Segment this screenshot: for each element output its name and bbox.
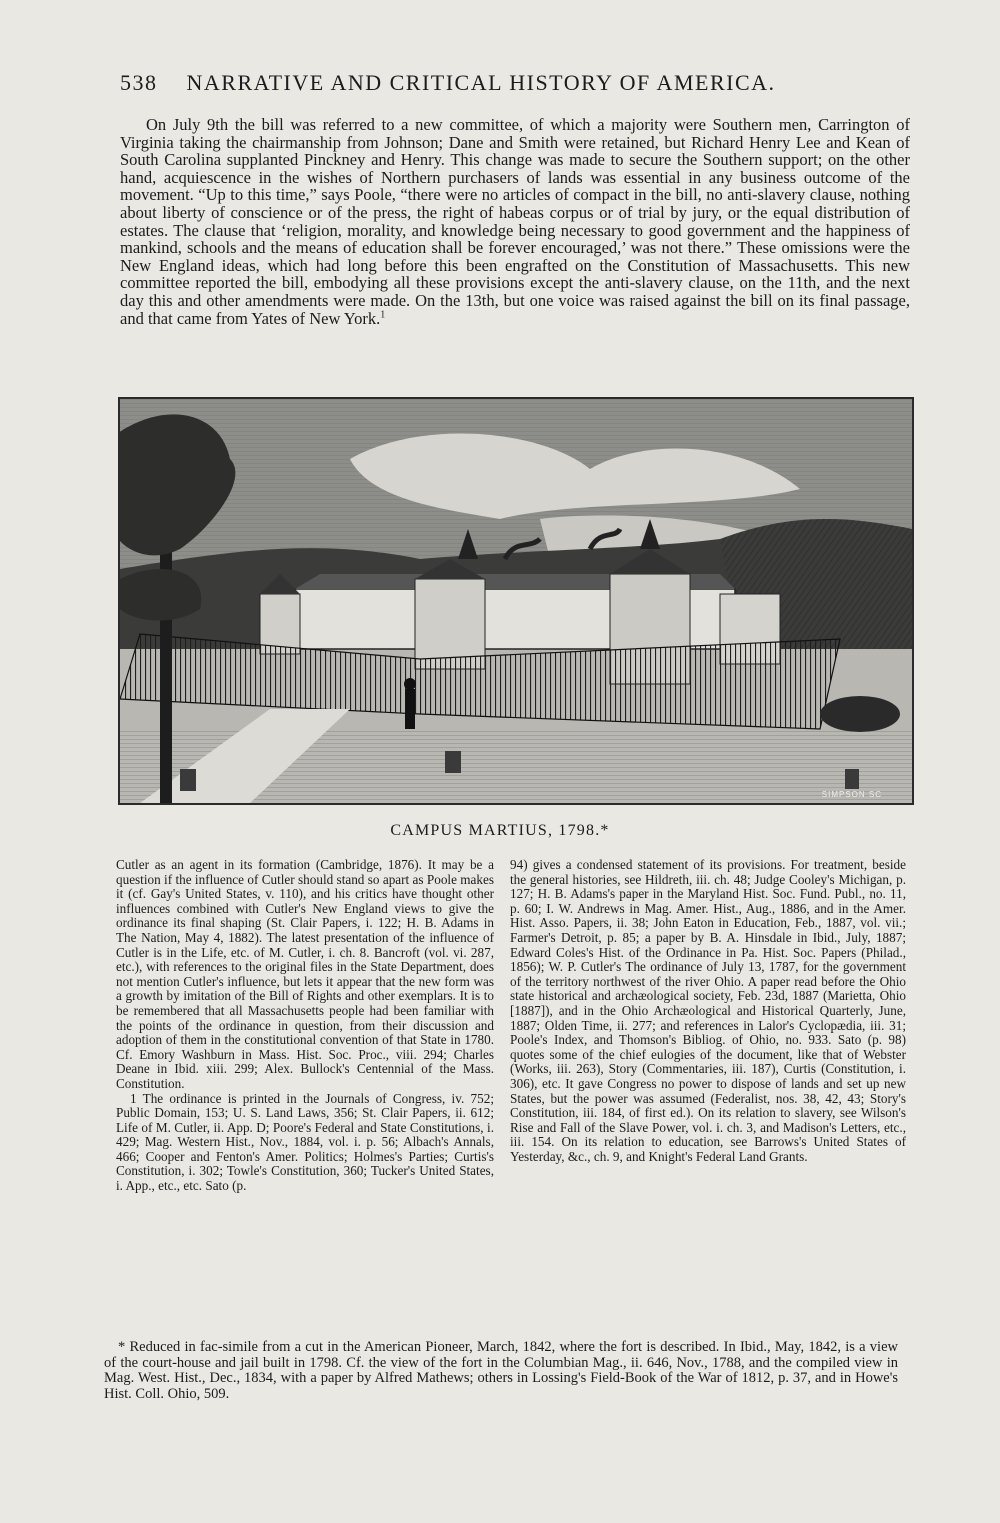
sentry-figure <box>405 689 415 729</box>
note-continuation: Cutler as an agent in its formation (Cambridge, 1876). It may be a question if the influence of Cutler should stand so apart as Poole makes it (cf. Gay's United States, v. 110), and his critics have thought other influences combined with Cutler's New England views to give the ordinance its final shaping (St. Clair Papers, i. 122; H. B. Adams in The Nation, May 4, 1882). The latest presentation of the influence of Cutler is in the Life, etc. of M. Cutler, i. ch. 8. Bancroft (vol. vi. 287, etc.), with references to the original files in the State Department, does not mention Cutler's influence, but lets it appear that the new form was a growth by imitation of the Bill of Rights and other exemplars. It is to be remembered that all Massachusetts people had been familiar with the points of the ordinance in question, from their discussion and adoption of them in the constitutional convention of that State in 1780. Cf. Emory Washburn in Mass. Hist. Soc. Proc., viii. 294; Charles Deane in Ibid. xiii. 299; Alex. Bullock's Centennial of the Mass. Constitution. <box>116 857 494 1091</box>
engraver-signature: SIMPSON SC <box>821 790 882 799</box>
footnote-ref: 1 <box>380 309 386 321</box>
page-number: 538 <box>120 70 158 95</box>
engraving-drawing <box>120 399 912 803</box>
cow <box>820 696 900 732</box>
stump <box>845 769 859 789</box>
figure-caption: CAMPUS MARTIUS, 1798.* <box>390 822 610 839</box>
running-title: NARRATIVE AND CRITICAL HISTORY OF AMERICA. <box>186 70 776 95</box>
footnotes-left-column <box>116 858 494 1194</box>
stump <box>180 769 196 791</box>
illustration-footnote: * Reduced in fac-simile from a cut in the American Pioneer, March, 1842, where the fort is described. In Ibid., May, 1842, is a view of the court-house and jail built in 1798. Cf. the view of the fort in the Columbian Mag., ii. 646, Nov., 1788, and the compiled view in Mag. West. Hist., Dec., 1834, with a paper by Alfred Mathews; others in Lossing's Field-Book of the War of 1812, p. 37, and in Howe's Hist. Coll. Ohio, 509. <box>104 1339 898 1402</box>
tree-trunk <box>160 519 172 803</box>
footnote-1: 1 The ordinance is printed in the Journals of Congress, iv. 752; Public Domain, 153; U. S. Land Laws, 356; St. Clair Papers, ii. 612; Life of M. Cutler, ii. App. D; Poore's Federal and State Constitutions, i. 429; Mag. Western Hist., Nov., 1884, vol. i. p. 56; Albach's Annals, 466; Cooper and Fenton's Amer. Politics; Holmes's Parties; Curtis's Constitution, i. 302; Towle's Constitution, 360; Tucker's United States, i. App., etc., etc. Sato (p. <box>116 1090 494 1194</box>
body-text: On July 9th the bill was referred to a new committee, of which a majority were Southern men, Carrington of Virginia taking the chairmanship from Johnson; Dane and Smith were retained, but Richard Henry Lee and Kean of South Carolina supplanted Pinckney and Henry. This change was made to secure the Southern support; on the other hand, acquiescence in the wishes of Northern purchasers of lands was essential in any business outcome of the movement. “Up to this time,” says Poole, “there were no articles of compact in the bill, no anti-slavery clause, nothing about liberty of conscience or of the press, the right of habeas corpus or of trial by jury, or the equal distribution of estates. The clause that ‘religion, morality, and knowledge being necessary to good government and the happiness of mankind, schools and the means of education shall be forever encouraged,’ was not there.” These omissions were the New England ideas, which had long before this been engrafted on the Constitution of Massachusetts. This new committee reported the bill, embodying all these provisions except the anti-slavery clause, on the 11th, and the next day this and other amendments were made. On the 13th, but one voice was raised against the bill on its final passage, and that came from Yates of New York. <box>120 115 910 328</box>
running-head <box>120 70 820 96</box>
stump <box>445 751 461 773</box>
engraving-campus-martius <box>118 397 914 805</box>
footnote-1-continued: 94) gives a condensed statement of its provisions. For treatment, beside the general histories, see Hildreth, iii. ch. 48; Judge Cooley's Michigan, p. 127; H. B. Adams's paper in the Maryland Hist. Soc. Fund. Publ., no. 11, p. 60; I. W. Andrews in Mag. Amer. Hist., Aug., 1886, and in the Amer. Hist. Asso. Papers, ii. 38; John Eaton in Education, Feb., 1887, vol. vii.; Farmer's Detroit, p. 85; a paper by B. A. Hinsdale in Ibid., July, 1887; Edward Coles's Hist. of the Ordinance in Pa. Hist. Soc. Papers (Philad., 1856); W. P. Cutler's The ordinance of July 13, 1787, for the government of the territory northwest of the river Ohio. A paper read before the Ohio state historical and archæological society, Feb. 23d, 1887 (Marietta, Ohio [1887]), and in the Ohio Archæological and Historical Quarterly, June, 1887; Olden Time, ii. 277; and references in Lalor's Cyclopædia, iii. 31; Poole's Index, and Thomson's Bibliog. of Ohio, no. 933. Sato (p. 98) quotes some of the chief eulogies of the document, like that of Webster (Works, iii. 263), Story (Commentaries, iii. 187), Curtis (Constitution, i. 306), etc. It gave Congress no power to dispose of lands and set up new States, but the power was assumed (Federalist, nos. 38, 42, 43; Story's Constitution, iii. 184, of first ed.). On its relation to slavery, see Wilson's Rise and Fall of the Slave Power, vol. i. ch. 3, and Madison's Letters, etc., iii. 154. On its relation to education, see Barrows's United States of Yesterday, &c., ch. 9, and Knight's Federal Land Grants. <box>510 857 906 1164</box>
body-paragraph <box>120 116 910 327</box>
footnotes-right-column <box>510 858 906 1164</box>
